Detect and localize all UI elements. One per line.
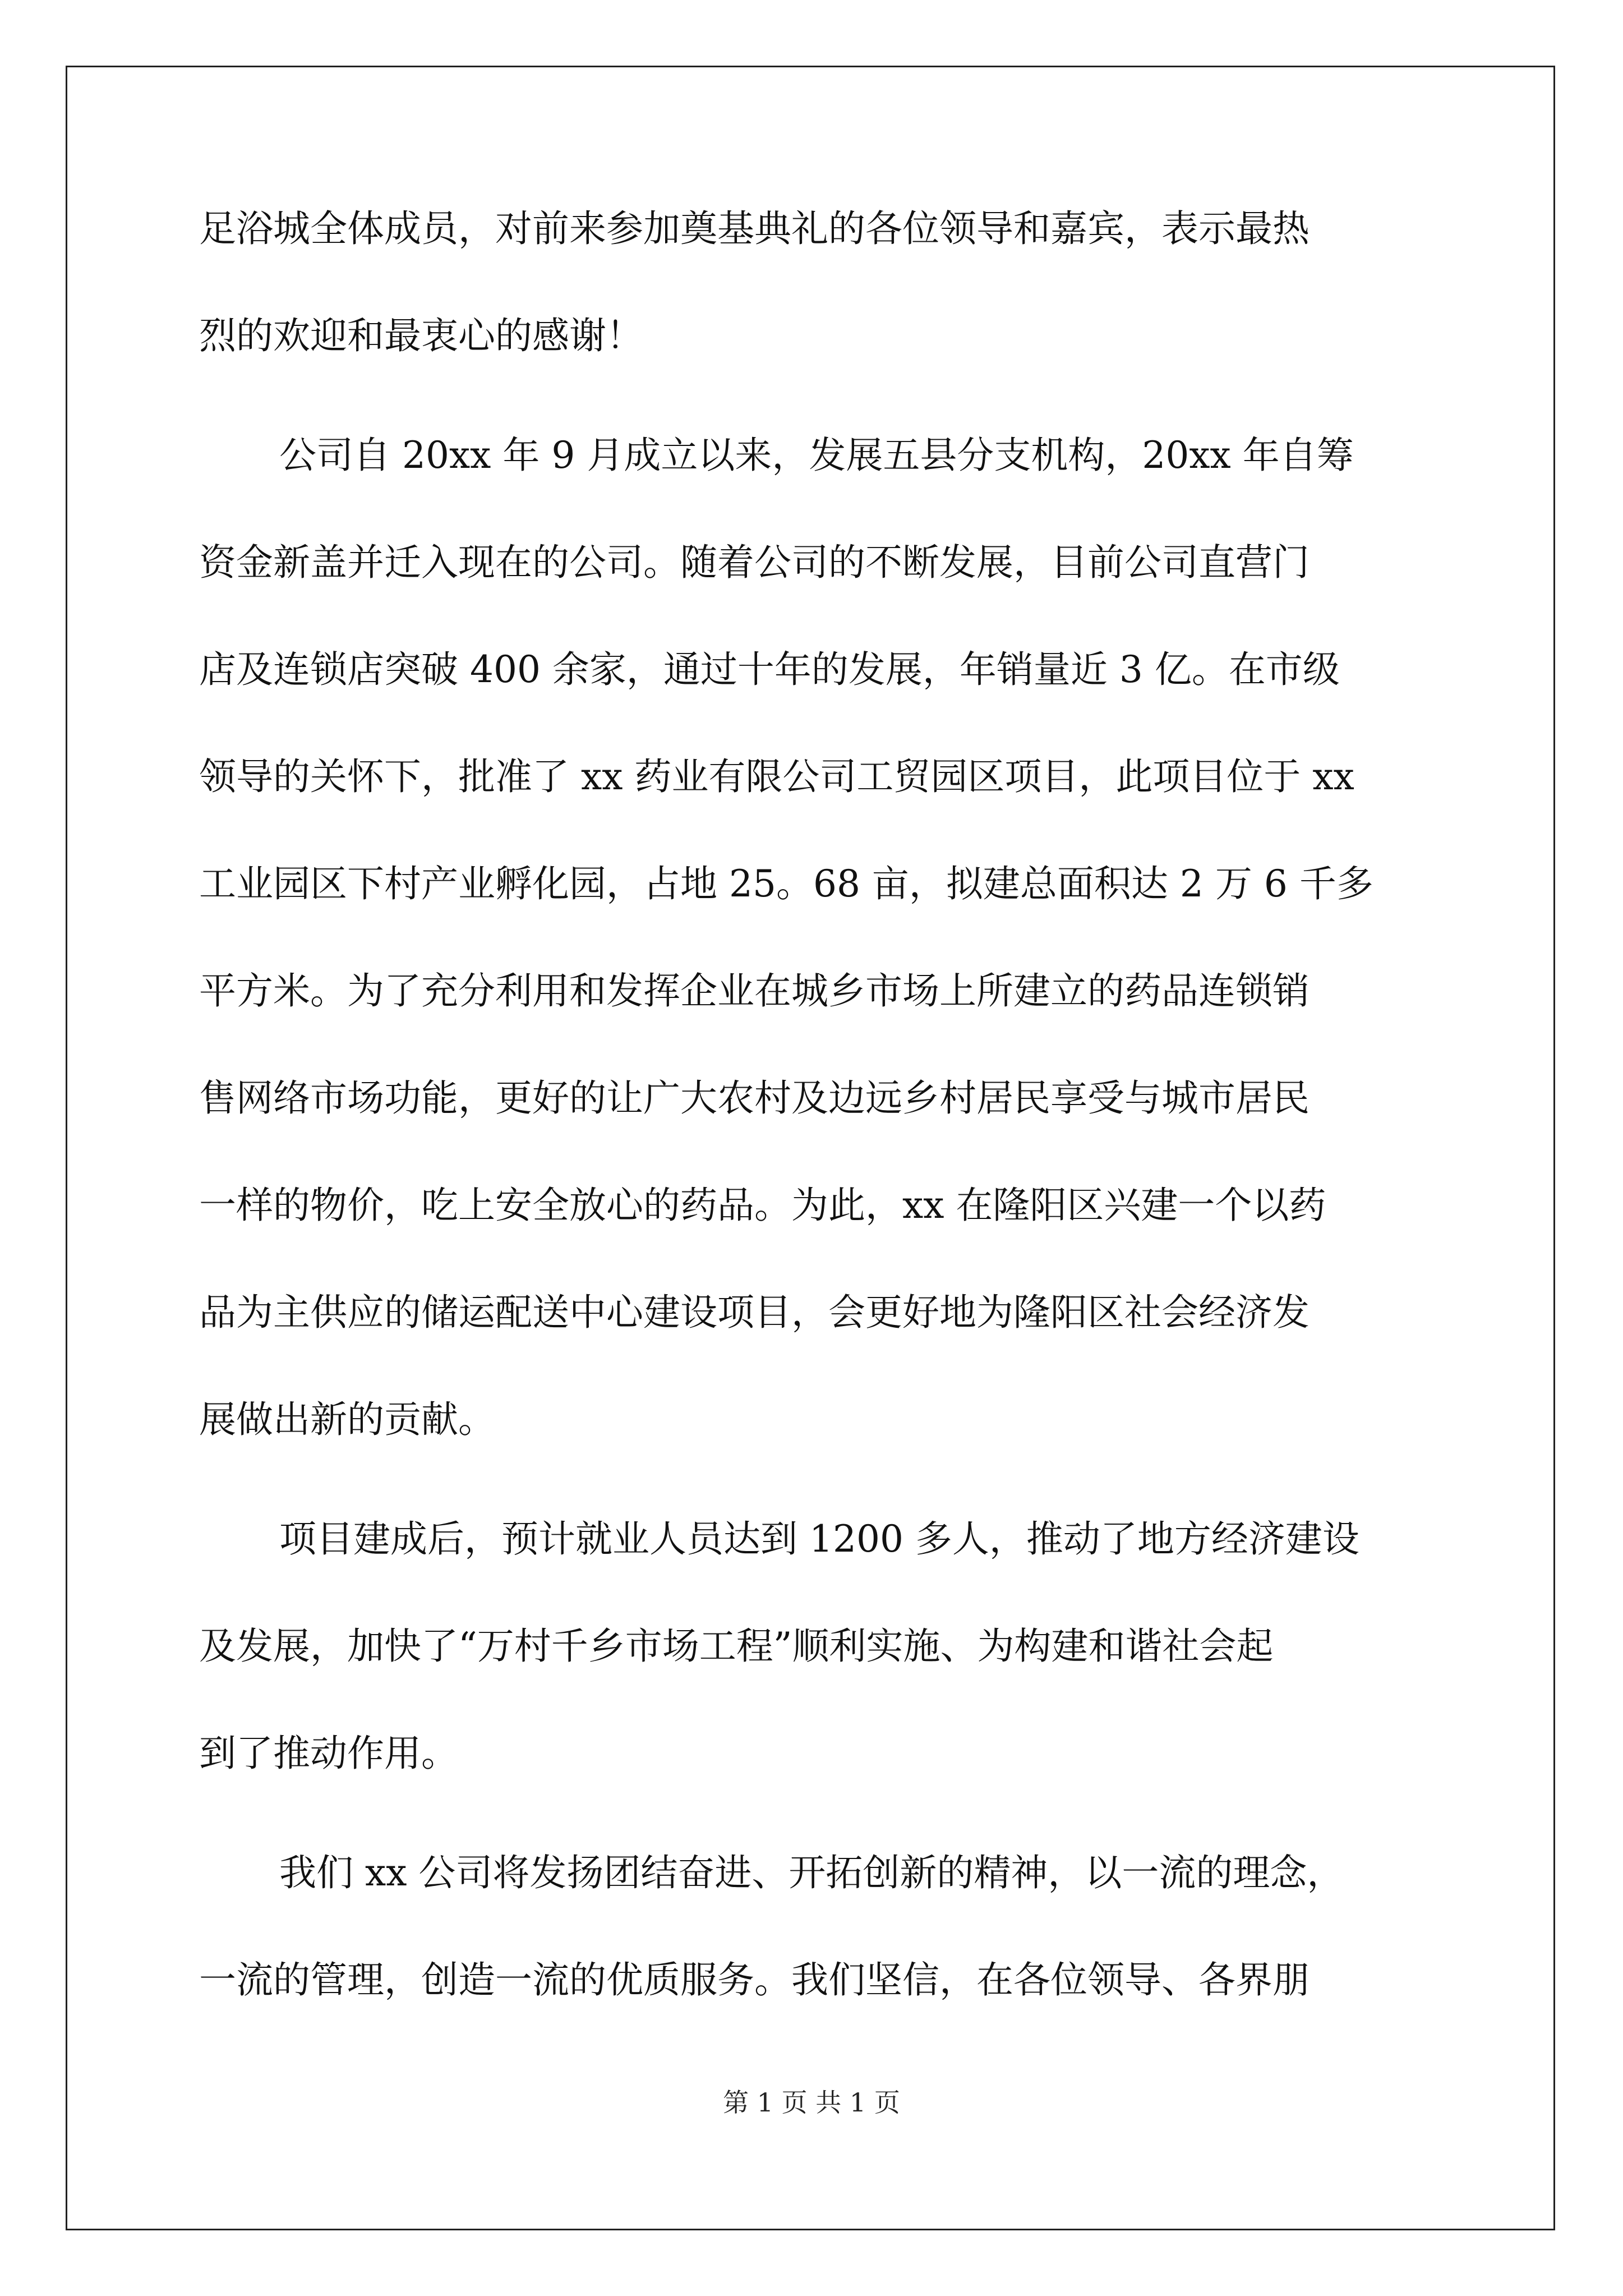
text-line: 项目建成后，预计就业人员达到 1200 多人，推动了地方经济建设 [279, 1517, 1359, 1561]
text-line: 烈的欢迎和最衷心的感谢！ [199, 314, 643, 357]
text-line: 平方米。为了充分利用和发挥企业在城乡市场上所建立的药品连锁销 [199, 969, 1310, 1013]
text-line: 领导的关怀下，批准了 xx 药业有限公司工贸园区项目，此项目位于 xx [199, 755, 1354, 798]
text-line: 公司自 20xx 年 9 月成立以来，发展五县分支机构，20xx 年自筹 [279, 434, 1354, 477]
page-number-footer: 第 1 页 共 1 页 [723, 2087, 900, 2118]
text-line: 一流的管理，创造一流的优质服务。我们坚信，在各位领导、各界朋 [199, 1958, 1310, 2001]
text-line: 及发展，加快了“万村千乡市场工程”顺利实施、为构建和谐社会起 [199, 1625, 1274, 1668]
text-line: 一样的物价，吃上安全放心的药品。为此，xx 在隆阳区兴建一个以药 [199, 1184, 1326, 1227]
text-line: 我们 xx 公司将发扬团结奋进、开拓创新的精神，以一流的理念， [279, 1851, 1344, 1894]
text-line: 店及连锁店突破 400 余家，通过十年的发展，年销量近 3 亿。在市级 [199, 648, 1340, 691]
text-line: 到了推动作用。 [199, 1732, 458, 1775]
text-line: 足浴城全体成员，对前来参加奠基典礼的各位领导和嘉宾，表示最热 [199, 207, 1310, 250]
text-line: 品为主供应的储运配送中心建设项目，会更好地为隆阳区社会经济发 [199, 1291, 1310, 1334]
page-border [66, 66, 1555, 2230]
text-line: 展做出新的贡献。 [199, 1398, 495, 1441]
text-line: 售网络市场功能，更好的让广大农村及边远乡村居民享受与城市居民 [199, 1076, 1310, 1120]
text-line: 工业园区下村产业孵化园，占地 25。68 亩，拟建总面积达 2 万 6 千多 [199, 862, 1373, 905]
text-line: 资金新盖并迁入现在的公司。随着公司的不断发展，目前公司直营门 [199, 541, 1310, 584]
